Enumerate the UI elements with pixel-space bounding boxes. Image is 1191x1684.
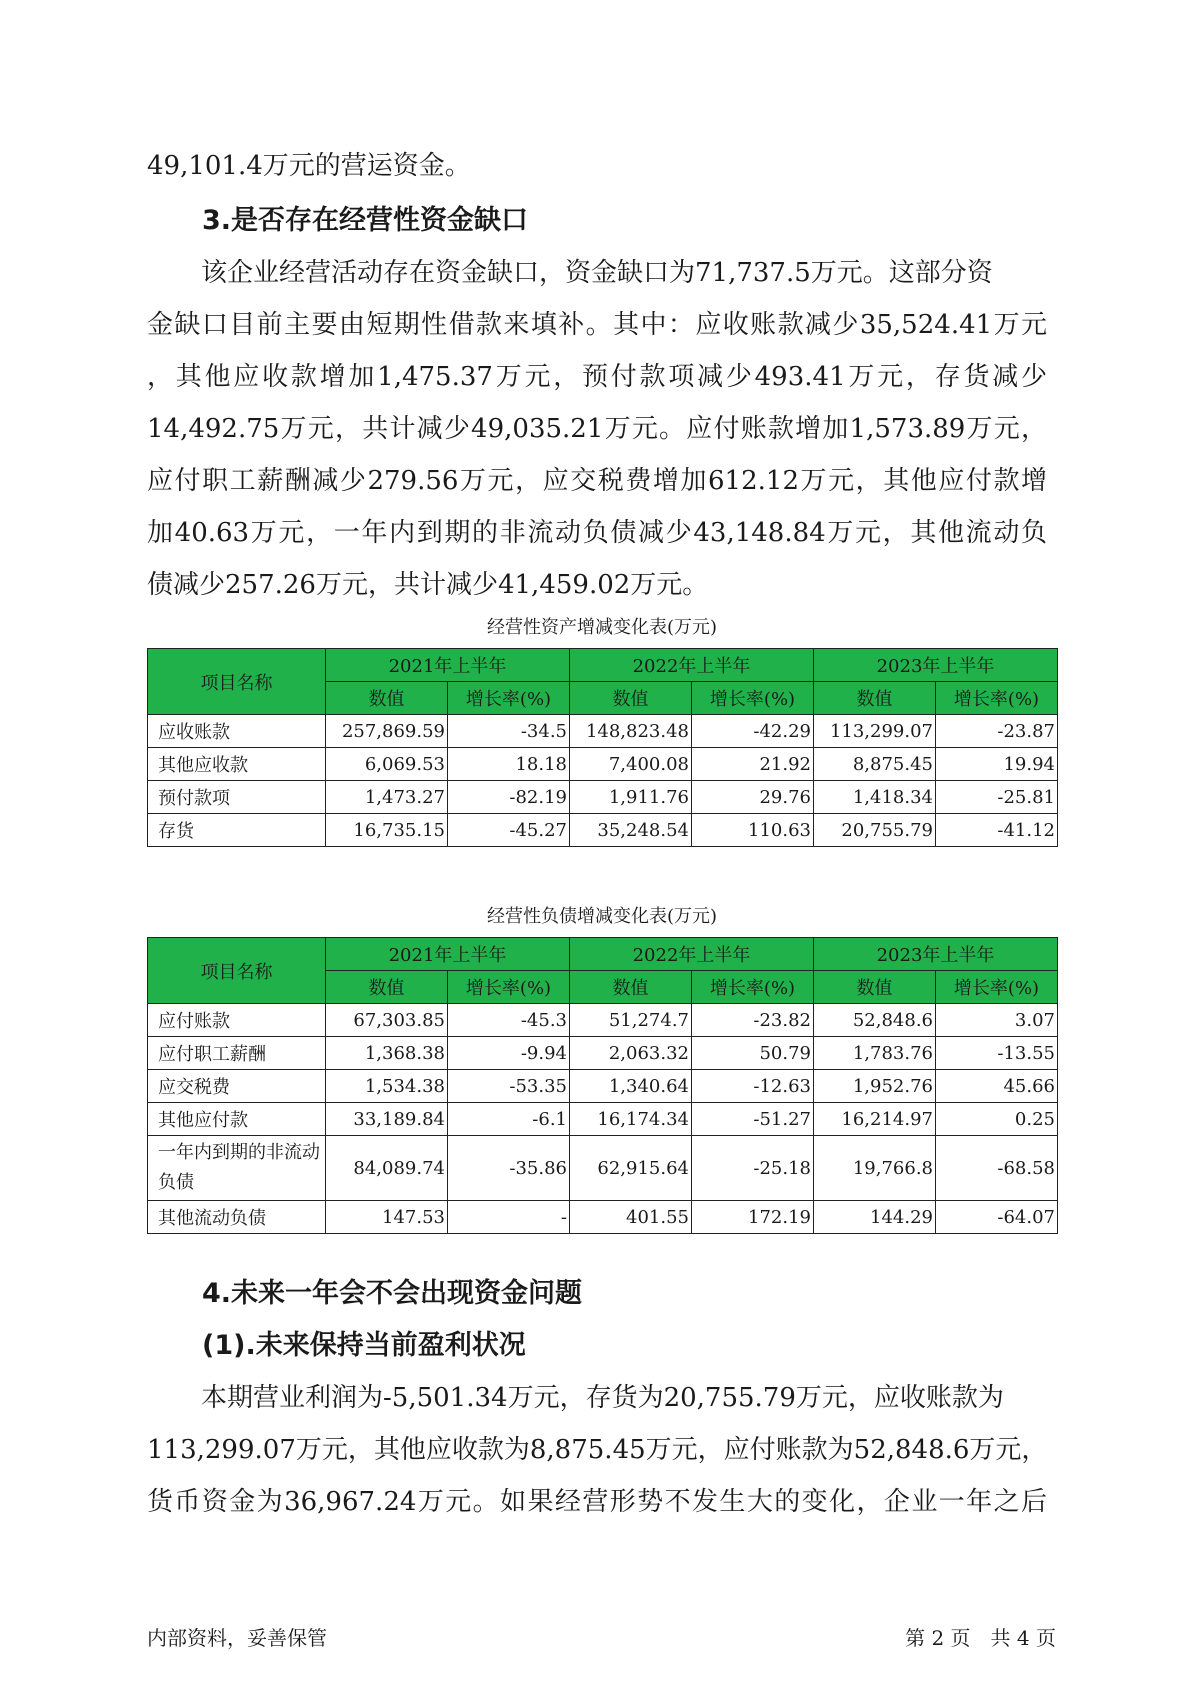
table1-caption: 经营性资产增减变化表(万元) (486, 617, 718, 638)
section3-paragraph (147, 247, 1047, 611)
header-period: 2021年上半年 (326, 938, 570, 971)
section3-line: 该企业经营活动存在资金缺口，资金缺口为71,737.5万元。这部分资 (201, 258, 993, 288)
cell-rate: -23.82 (692, 1004, 814, 1037)
cell-rate: -45.3 (448, 1004, 570, 1037)
header-item-name: 项目名称 (148, 938, 326, 1004)
header-value: 数值 (570, 682, 692, 715)
section4-line: 货币资金为36,967.24万元。如果经营形势不发生大的变化，企业一年之后 (147, 1487, 1047, 1517)
cell-value: 51,274.7 (570, 1004, 692, 1037)
row-name: 应交税费 (148, 1070, 326, 1103)
section3-line: 应付职工薪酬减少279.56万元，应交税费增加612.12万元，其他应付款增 (147, 466, 1047, 496)
row-name: 应收账款 (148, 715, 326, 748)
header-rate: 增长率(%) (448, 971, 570, 1004)
row-name: 存货 (148, 814, 326, 847)
cell-rate: -9.94 (448, 1037, 570, 1070)
table-header-row (148, 938, 1058, 971)
section3-line: 14,492.75万元，共计减少49,035.21万元。应付账款增加1,573.89万元， (147, 414, 1047, 444)
cell-rate: -25.18 (692, 1136, 814, 1201)
cell-rate: -53.35 (448, 1070, 570, 1103)
cell-value: 33,189.84 (326, 1103, 448, 1136)
cell-value: 1,911.76 (570, 781, 692, 814)
cell-rate: -64.07 (936, 1201, 1058, 1234)
cell-rate: -34.5 (448, 715, 570, 748)
table-row (148, 781, 1058, 814)
header-rate: 增长率(%) (936, 682, 1058, 715)
table-row (148, 1136, 1058, 1201)
cell-value: 1,473.27 (326, 781, 448, 814)
header-rate: 增长率(%) (448, 682, 570, 715)
section4-subheading: (1).未来保持当前盈利状况 (202, 1330, 526, 1361)
cell-value: 16,174.34 (570, 1103, 692, 1136)
table-row (148, 1103, 1058, 1136)
cell-value: 8,875.45 (814, 748, 936, 781)
footer-confidential: 内部资料，妥善保管 (147, 1626, 327, 1650)
table-row (148, 748, 1058, 781)
cell-rate: 3.07 (936, 1004, 1058, 1037)
section4-paragraph (147, 1372, 1047, 1528)
cell-value: 148,823.48 (570, 715, 692, 748)
cell-rate: -42.29 (692, 715, 814, 748)
cell-rate: -35.86 (448, 1136, 570, 1201)
cell-value: 1,534.38 (326, 1070, 448, 1103)
cell-rate: -41.12 (936, 814, 1058, 847)
header-rate: 增长率(%) (936, 971, 1058, 1004)
cell-rate: - (448, 1201, 570, 1234)
section4-line: 本期营业利润为-5,501.34万元，存货为20,755.79万元，应收账款为 (201, 1383, 1004, 1413)
header-period: 2022年上半年 (570, 938, 814, 971)
header-period: 2023年上半年 (814, 938, 1058, 971)
cell-value: 401.55 (570, 1201, 692, 1234)
table-row (148, 814, 1058, 847)
cell-value: 19,766.8 (814, 1136, 936, 1201)
header-period: 2023年上半年 (814, 649, 1058, 682)
header-value: 数值 (814, 682, 936, 715)
header-period: 2021年上半年 (326, 649, 570, 682)
cell-rate: 45.66 (936, 1070, 1058, 1103)
footer-page-number: 第 2 页 共 4 页 (905, 1626, 1056, 1650)
cell-value: 52,848.6 (814, 1004, 936, 1037)
section3-line: ，其他应收款增加1,475.37万元，预付款项减少493.41万元，存货减少 (147, 362, 1047, 392)
table-header-row (148, 649, 1058, 682)
section4-heading: 4.未来一年会不会出现资金问题 (202, 1278, 583, 1309)
section3-line: 债减少257.26万元，共计减少41,459.02万元。 (147, 570, 709, 600)
cell-value: 6,069.53 (326, 748, 448, 781)
section4-line: 113,299.07万元，其他应收款为8,875.45万元，应付账款为52,848.6万元， (147, 1435, 1048, 1465)
header-value: 数值 (326, 971, 448, 1004)
table-row (148, 1201, 1058, 1234)
header-value: 数值 (326, 682, 448, 715)
cell-value: 84,089.74 (326, 1136, 448, 1201)
table-row (148, 1004, 1058, 1037)
cell-rate: -68.58 (936, 1136, 1058, 1201)
cell-rate: 29.76 (692, 781, 814, 814)
table-row (148, 1070, 1058, 1103)
cell-value: 1,783.76 (814, 1037, 936, 1070)
cell-rate: -51.27 (692, 1103, 814, 1136)
header-rate: 增长率(%) (692, 682, 814, 715)
cell-rate: 21.92 (692, 748, 814, 781)
cell-rate: 0.25 (936, 1103, 1058, 1136)
cell-value: 16,214.97 (814, 1103, 936, 1136)
cell-value: 35,248.54 (570, 814, 692, 847)
cell-value: 2,063.32 (570, 1037, 692, 1070)
cell-value: 257,869.59 (326, 715, 448, 748)
table-row (148, 1037, 1058, 1070)
header-value: 数值 (814, 971, 936, 1004)
assets-table (147, 648, 1058, 847)
intro-line: 49,101.4万元的营运资金。 (147, 151, 471, 181)
header-item-name: 项目名称 (148, 649, 326, 715)
section3-line: 加40.63万元，一年内到期的非流动负债减少43,148.84万元，其他流动负 (147, 518, 1047, 548)
cell-rate: 172.19 (692, 1201, 814, 1234)
cell-value: 20,755.79 (814, 814, 936, 847)
cell-rate: -12.63 (692, 1070, 814, 1103)
cell-rate: 50.79 (692, 1037, 814, 1070)
section3-heading: 3.是否存在经营性资金缺口 (202, 205, 529, 236)
row-name: 其他应付款 (148, 1103, 326, 1136)
cell-value: 1,418.34 (814, 781, 936, 814)
cell-rate: -13.55 (936, 1037, 1058, 1070)
cell-value: 67,303.85 (326, 1004, 448, 1037)
cell-rate: 18.18 (448, 748, 570, 781)
row-name: 应付职工薪酬 (148, 1037, 326, 1070)
row-name: 其他应收款 (148, 748, 326, 781)
cell-value: 16,735.15 (326, 814, 448, 847)
header-period: 2022年上半年 (570, 649, 814, 682)
header-rate: 增长率(%) (692, 971, 814, 1004)
cell-rate: -82.19 (448, 781, 570, 814)
cell-value: 113,299.07 (814, 715, 936, 748)
row-name: 预付款项 (148, 781, 326, 814)
cell-rate: -6.1 (448, 1103, 570, 1136)
cell-rate: 110.63 (692, 814, 814, 847)
row-name: 应付账款 (148, 1004, 326, 1037)
cell-value: 144.29 (814, 1201, 936, 1234)
cell-value: 7,400.08 (570, 748, 692, 781)
intro-paragraph (147, 140, 1047, 192)
liabilities-table (147, 937, 1058, 1234)
cell-value: 1,952.76 (814, 1070, 936, 1103)
table-row (148, 715, 1058, 748)
cell-value: 1,340.64 (570, 1070, 692, 1103)
cell-rate: -25.81 (936, 781, 1058, 814)
cell-value: 147.53 (326, 1201, 448, 1234)
cell-value: 62,915.64 (570, 1136, 692, 1201)
cell-rate: -23.87 (936, 715, 1058, 748)
row-name: 一年内到期的非流动负债 (148, 1136, 326, 1201)
row-name: 其他流动负债 (148, 1201, 326, 1234)
table2-caption: 经营性负债增减变化表(万元) (486, 906, 718, 927)
cell-rate: -45.27 (448, 814, 570, 847)
cell-rate: 19.94 (936, 748, 1058, 781)
cell-value: 1,368.38 (326, 1037, 448, 1070)
section3-line: 金缺口目前主要由短期性借款来填补。其中：应收账款减少35,524.41万元 (147, 310, 1047, 340)
header-value: 数值 (570, 971, 692, 1004)
